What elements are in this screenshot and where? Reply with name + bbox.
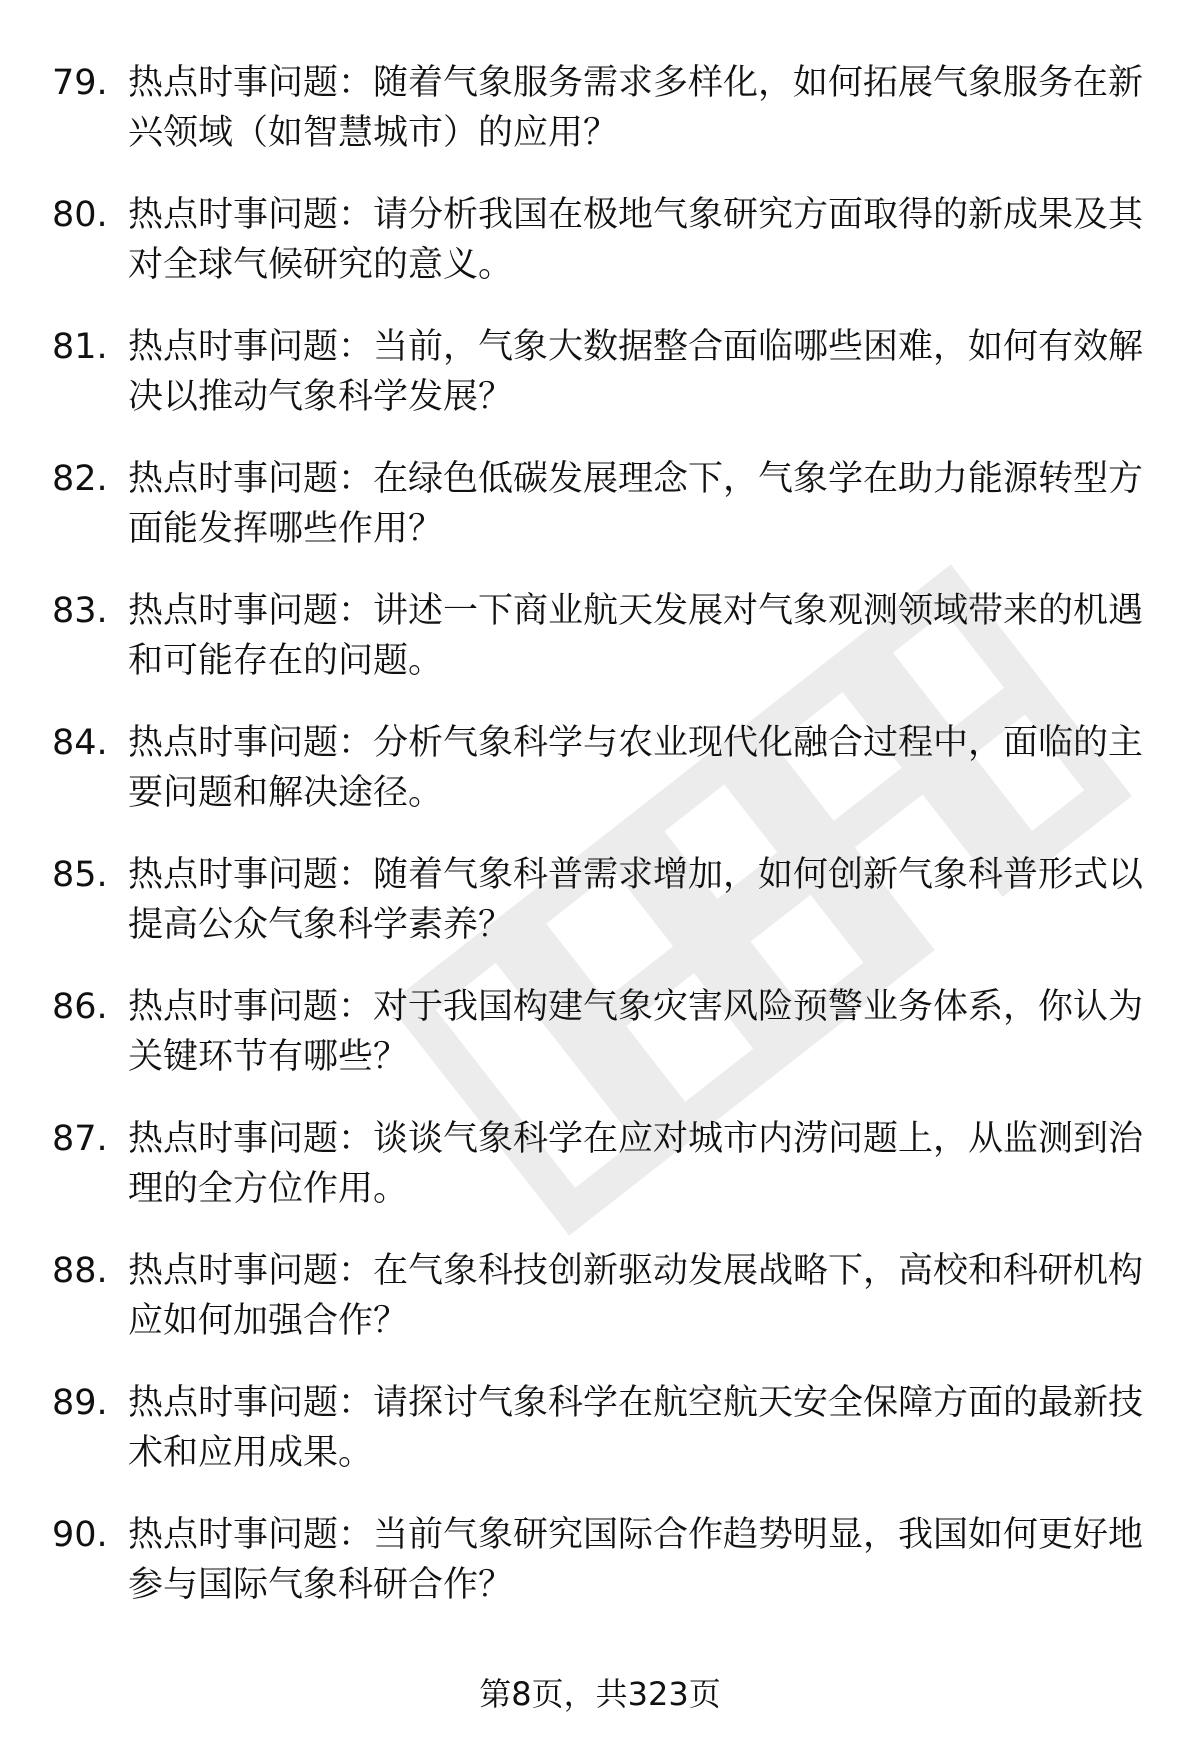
question-item-87 (52, 1114, 1152, 1246)
question-number: 82. (52, 459, 108, 499)
question-item-89 (52, 1378, 1152, 1510)
question-number: 81. (52, 327, 108, 367)
question-item-86 (52, 982, 1152, 1114)
question-number: 85. (52, 855, 108, 895)
question-number: 86. (52, 987, 108, 1027)
question-item-84 (52, 718, 1152, 850)
question-text: 热点时事问题：请探讨气象科学在航空航天安全保障方面的最新技术和应用成果。 (128, 1383, 1144, 1473)
question-list (52, 58, 1152, 1642)
question-number: 89. (52, 1383, 108, 1423)
question-text: 热点时事问题：在绿色低碳发展理念下，气象学在助力能源转型方面能发挥哪些作用？ (128, 459, 1144, 549)
question-number: 87. (52, 1119, 108, 1159)
question-number: 88. (52, 1251, 108, 1291)
question-item-88 (52, 1246, 1152, 1378)
question-item-80 (52, 190, 1152, 322)
question-number: 80. (52, 195, 108, 235)
question-text: 热点时事问题：讲述一下商业航天发展对气象观测领域带来的机遇和可能存在的问题。 (128, 591, 1144, 681)
question-text: 热点时事问题：当前气象研究国际合作趋势明显，我国如何更好地参与国际气象科研合作？ (128, 1515, 1144, 1605)
question-item-81 (52, 322, 1152, 454)
question-text: 热点时事问题：分析气象科学与农业现代化融合过程中，面临的主要问题和解决途径。 (128, 723, 1144, 813)
question-item-85 (52, 850, 1152, 982)
page-number-footer: 第8页，共323页 (479, 1675, 721, 1713)
question-text: 热点时事问题：在气象科技创新驱动发展战略下，高校和科研机构应如何加强合作？ (128, 1251, 1144, 1341)
question-item-83 (52, 586, 1152, 718)
question-number: 90. (52, 1515, 108, 1555)
question-item-90 (52, 1510, 1152, 1642)
question-number: 79. (52, 63, 108, 103)
question-number: 83. (52, 591, 108, 631)
question-text: 热点时事问题：谈谈气象科学在应对城市内涝问题上，从监测到治理的全方位作用。 (128, 1119, 1144, 1209)
question-text: 热点时事问题：对于我国构建气象灾害风险预警业务体系，你认为关键环节有哪些？ (128, 987, 1144, 1077)
question-item-79 (52, 58, 1152, 190)
question-text: 热点时事问题：请分析我国在极地气象研究方面取得的新成果及其对全球气候研究的意义。 (128, 195, 1144, 285)
question-number: 84. (52, 723, 108, 763)
question-item-82 (52, 454, 1152, 586)
question-text: 热点时事问题：当前，气象大数据整合面临哪些困难，如何有效解决以推动气象科学发展？ (128, 327, 1144, 417)
question-text: 热点时事问题：随着气象服务需求多样化，如何拓展气象服务在新兴领域（如智慧城市）的应用？ (128, 63, 1144, 153)
question-text: 热点时事问题：随着气象科普需求增加，如何创新气象科普形式以提高公众气象科学素养？ (128, 855, 1144, 945)
